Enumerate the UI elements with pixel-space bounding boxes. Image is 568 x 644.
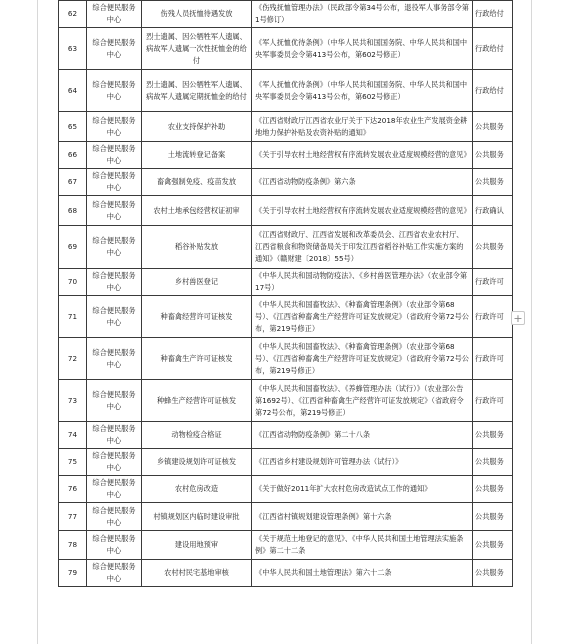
department-cell: 综合便民服务中心 [87,28,142,70]
category-cell: 行政许可 [473,296,513,338]
legal-basis-cell: 《关于引导农村土地经营权有序流转发展农业适度规模经营的意见》 [252,196,473,226]
category-cell: 公共服务 [473,226,513,269]
department-cell: 综合便民服务中心 [87,296,142,338]
legal-basis-cell: 《关于做好2011年扩大农村危房改造试点工作的通知》 [252,476,473,503]
row-number: 62 [59,1,87,28]
department-cell: 综合便民服务中心 [87,142,142,169]
item-name-cell: 农村村民宅基地审核 [142,560,252,587]
table-row [59,226,513,269]
item-name-cell: 种蜂生产经营许可证核发 [142,380,252,422]
table-row [59,70,513,112]
row-number: 71 [59,296,87,338]
expand-handle[interactable] [511,311,525,325]
department-cell: 综合便民服务中心 [87,503,142,531]
table-row [59,112,513,142]
table-row [59,28,513,70]
category-cell: 公共服务 [473,142,513,169]
category-cell: 公共服务 [473,112,513,142]
category-cell: 行政确认 [473,196,513,226]
row-number: 75 [59,449,87,476]
row-number: 67 [59,169,87,196]
legal-basis-cell: 《军人抚恤优待条例》（中华人民共和国国务院、中华人民共和国中央军事委员会令第413号公布，第602号修正） [252,28,473,70]
table-row [59,449,513,476]
category-cell: 行政给付 [473,1,513,28]
service-items-table [58,0,513,587]
department-cell: 综合便民服务中心 [87,112,142,142]
row-number: 78 [59,531,87,560]
department-cell: 综合便民服务中心 [87,226,142,269]
legal-basis-cell: 《中华人民共和国畜牧法》、《种畜禽管理条例》（农业部令第68号）、《江西省种畜禽生产经营许可证发放规定》（省政府令第72号公布，第219号修正） [252,296,473,338]
table-row [59,269,513,296]
table-row [59,169,513,196]
item-name-cell: 种畜禽生产许可证核发 [142,338,252,380]
plus-icon: + [513,311,523,325]
row-number: 64 [59,70,87,112]
row-number: 63 [59,28,87,70]
department-cell: 综合便民服务中心 [87,560,142,587]
category-cell: 行政给付 [473,28,513,70]
item-name-cell: 农业支持保护补助 [142,112,252,142]
legal-basis-cell: 《中华人民共和国畜牧法》、《养蜂管理办法（试行）》（农业部公告第1692号）、《江西省种畜禽生产经营许可证发放规定》（省政府令第72号公布，第219号修正） [252,380,473,422]
legal-basis-cell: 《江西省村镇规划建设管理条例》第十六条 [252,503,473,531]
item-name-cell: 伤残人员抚恤待遇发放 [142,1,252,28]
item-name-cell: 烈士遗属、因公牺牲军人遗属、病故军人遗属定期抚恤金的给付 [142,70,252,112]
item-name-cell: 动物检疫合格证 [142,422,252,449]
row-number: 69 [59,226,87,269]
department-cell: 综合便民服务中心 [87,1,142,28]
legal-basis-cell: 《江西省财政厅、江西省发展和改革委员会、江西省农业农村厅、江西省粮食和物资储备局关于印发江西省稻谷补贴工作实施方案的通知》（赣财建〔2018〕55号） [252,226,473,269]
table-row [59,142,513,169]
department-cell: 综合便民服务中心 [87,169,142,196]
department-cell: 综合便民服务中心 [87,70,142,112]
item-name-cell: 农村危房改造 [142,476,252,503]
table-row [59,196,513,226]
table-row [59,503,513,531]
row-number: 72 [59,338,87,380]
department-cell: 综合便民服务中心 [87,269,142,296]
row-number: 73 [59,380,87,422]
legal-basis-cell: 《关于引导农村土地经营权有序流转发展农业适度规模经营的意见》 [252,142,473,169]
table-row [59,476,513,503]
table-row [59,380,513,422]
legal-basis-cell: 《江西省动物防疫条例》第二十八条 [252,422,473,449]
category-cell: 公共服务 [473,169,513,196]
department-cell: 综合便民服务中心 [87,422,142,449]
category-cell: 公共服务 [473,531,513,560]
legal-basis-cell: 《伤残抚恤管理办法》（民政部令第34号公布，退役军人事务部令第1号修订） [252,1,473,28]
row-number: 68 [59,196,87,226]
department-cell: 综合便民服务中心 [87,449,142,476]
page-margin-right [531,0,532,644]
legal-basis-cell: 《江西省动物防疫条例》第六条 [252,169,473,196]
row-number: 74 [59,422,87,449]
legal-basis-cell: 《江西省财政厅江西省农业厅关于下达2018年农业生产发展资金耕地地力保护补贴及农资补贴的通知》 [252,112,473,142]
category-cell: 公共服务 [473,503,513,531]
item-name-cell: 稻谷补贴发放 [142,226,252,269]
legal-basis-cell: 《关于规范土地登记的意见》、《中华人民共和国土地管理法实施条例》第二十二条 [252,531,473,560]
category-cell: 公共服务 [473,476,513,503]
department-cell: 综合便民服务中心 [87,338,142,380]
page-margin-left [37,0,38,644]
row-number: 76 [59,476,87,503]
table-row [59,338,513,380]
row-number: 70 [59,269,87,296]
item-name-cell: 种畜禽经营许可证核发 [142,296,252,338]
row-number: 77 [59,503,87,531]
category-cell: 公共服务 [473,560,513,587]
item-name-cell: 烈士遗属、因公牺牲军人遗属、病故军人遗属一次性抚恤金的给付 [142,28,252,70]
row-number: 79 [59,560,87,587]
item-name-cell: 乡镇建设规划许可证核发 [142,449,252,476]
legal-basis-cell: 《中华人民共和国畜牧法》、《种畜禽管理条例》（农业部令第68号）、《江西省种畜禽生产经营许可证发放规定》（省政府令第72号公布，第219号修正） [252,338,473,380]
legal-basis-cell: 《江西省乡村建设规划许可管理办法（试行）》 [252,449,473,476]
table-row [59,560,513,587]
legal-basis-cell: 《军人抚恤优待条例》（中华人民共和国国务院、中华人民共和国中央军事委员会令第413号公布，第602号修正） [252,70,473,112]
table-row [59,296,513,338]
legal-basis-cell: 《中华人民共和国动物防疫法》、《乡村兽医管理办法》（农业部令第17号） [252,269,473,296]
department-cell: 综合便民服务中心 [87,531,142,560]
row-number: 65 [59,112,87,142]
category-cell: 行政许可 [473,380,513,422]
category-cell: 行政许可 [473,338,513,380]
category-cell: 行政给付 [473,70,513,112]
item-name-cell: 土地流转登记备案 [142,142,252,169]
item-name-cell: 农村土地承包经营权证初审 [142,196,252,226]
department-cell: 综合便民服务中心 [87,380,142,422]
item-name-cell: 乡村兽医登记 [142,269,252,296]
item-name-cell: 畜禽强制免疫、疫苗发放 [142,169,252,196]
category-cell: 行政许可 [473,269,513,296]
table-row [59,531,513,560]
row-number: 66 [59,142,87,169]
table-row [59,1,513,28]
category-cell: 公共服务 [473,449,513,476]
table-row [59,422,513,449]
department-cell: 综合便民服务中心 [87,196,142,226]
category-cell: 公共服务 [473,422,513,449]
item-name-cell: 建设用地预审 [142,531,252,560]
item-name-cell: 村镇规划区内临时建设审批 [142,503,252,531]
department-cell: 综合便民服务中心 [87,476,142,503]
legal-basis-cell: 《中华人民共和国土地管理法》第六十二条 [252,560,473,587]
